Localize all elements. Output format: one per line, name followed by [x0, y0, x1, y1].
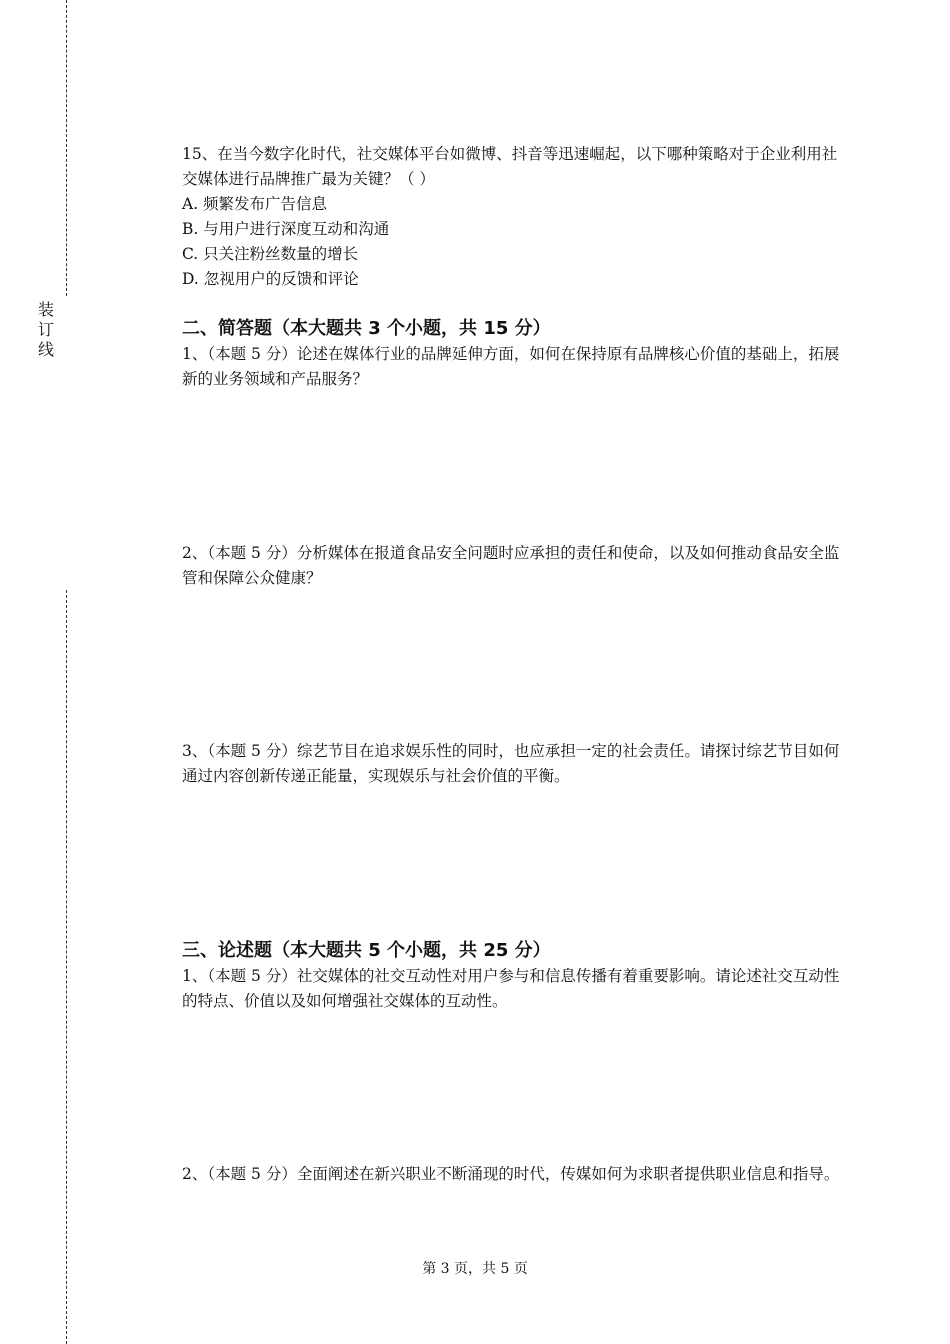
section-2 [182, 316, 847, 392]
question-15 [182, 142, 847, 292]
binding-label [37, 300, 55, 360]
section-2-question-3: 3、（本题 5 分）综艺节目在追求娱乐性的同时，也应承担一定的社会责任。请探讨综艺节目如何通过内容创新传递正能量，实现娱乐与社会价值的平衡。 [182, 742, 840, 785]
question-15-option-c: C. 只关注粉丝数量的增长 [182, 245, 359, 263]
section-3-question-2: 2、（本题 5 分）全面阐述在新兴职业不断涌现的时代，传媒如何为求职者提供职业信息和指导。 [182, 1165, 840, 1183]
binding-line-top [66, 0, 67, 296]
section-3-title: 三、论述题（本大题共 5 个小题，共 25 分） [182, 940, 551, 961]
section-3-question-1: 1、（本题 5 分）社交媒体的社交互动性对用户参与和信息传播有着重要影响。请论述社交互动性的特点、价值以及如何增强社交媒体的互动性。 [182, 967, 840, 1010]
question-15-stem: 15、在当今数字化时代，社交媒体平台如微博、抖音等迅速崛起，以下哪种策略对于企业利用社交媒体进行品牌推广最为关键？（ ） [182, 145, 838, 188]
page-footer: 第 3 页，共 5 页 [422, 1261, 528, 1277]
question-15-option-b: B. 与用户进行深度互动和沟通 [182, 220, 390, 238]
section-3-question-2-block [182, 1162, 847, 1187]
question-15-option-d: D. 忽视用户的反馈和评论 [182, 270, 359, 288]
section-2-question-2-block [182, 541, 847, 591]
section-2-question-2: 2、（本题 5 分）分析媒体在报道食品安全问题时应承担的责任和使命，以及如何推动食品安全监管和保障公众健康？ [182, 544, 840, 587]
binding-label-char: 线 [37, 340, 54, 359]
binding-label-char: 装 [37, 300, 54, 319]
section-3 [182, 938, 847, 1014]
section-2-title: 二、简答题（本大题共 3 个小题，共 15 分） [182, 318, 551, 339]
question-15-option-a: A. 频繁发布广告信息 [182, 195, 328, 213]
section-2-question-3-block [182, 739, 847, 789]
binding-label-char: 订 [37, 320, 54, 339]
binding-line-bottom [66, 590, 67, 1344]
section-2-question-1: 1、（本题 5 分）论述在媒体行业的品牌延伸方面，如何在保持原有品牌核心价值的基础上，拓展新的业务领域和产品服务？ [182, 345, 840, 388]
